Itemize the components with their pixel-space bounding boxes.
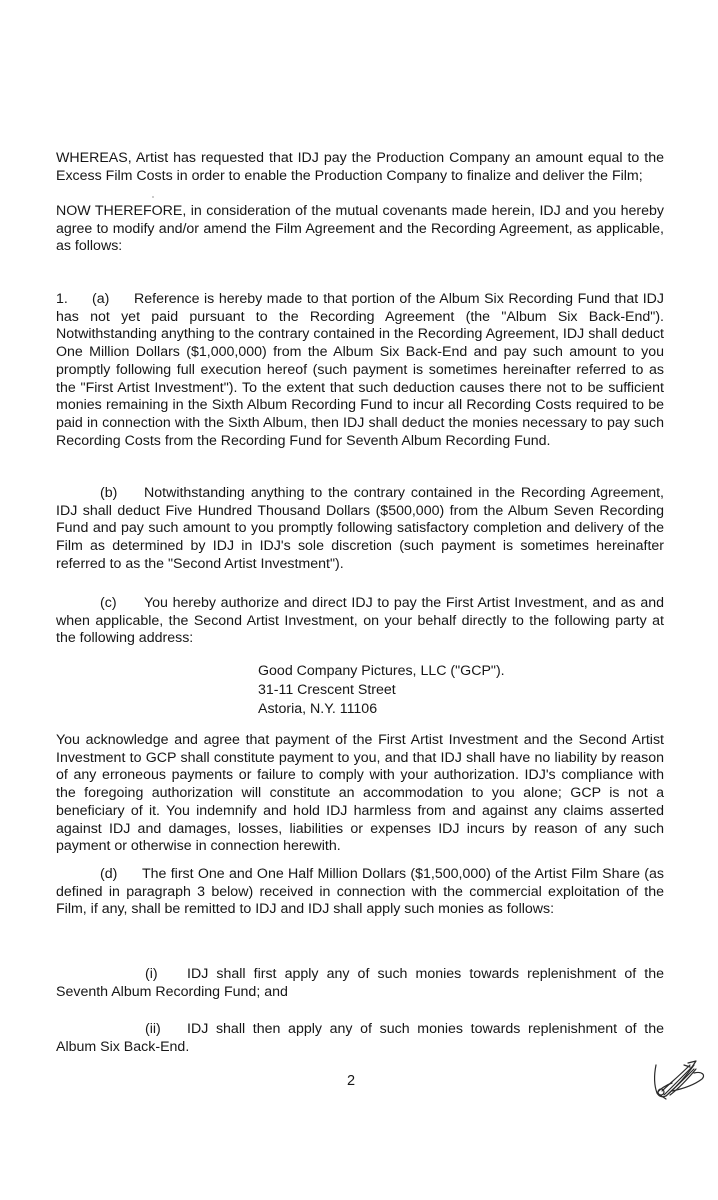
now-therefore-clause bbox=[56, 203, 664, 256]
section-1c bbox=[56, 595, 664, 648]
subsection-d-text: The first One and One Half Million Dollars ($1,500,000) of the Artist Film Share (as defined in paragraph 3 below) received in connection with the commercial exploitation of the Film, if any, shall be remitted to IDJ and IDJ shall apply such monies as follows: bbox=[56, 866, 664, 918]
section-1b bbox=[56, 485, 664, 574]
subsection-c-text: You hereby authorize and direct IDJ to pay the First Artist Investment, and as and when applicable, the Second Artist Investment, on your behalf directly to the following party at the following address: bbox=[56, 595, 664, 647]
section-1d-i bbox=[56, 966, 664, 1001]
item-ii-text: IDJ shall then apply any of such monies towards replenishment of the Album Six Back-End. bbox=[56, 1021, 664, 1055]
section-1d bbox=[56, 866, 664, 919]
scan-speck bbox=[152, 196, 154, 198]
section-1a bbox=[56, 291, 664, 450]
address-line-3: Astoria, N.Y. 11106 bbox=[258, 701, 378, 717]
page-number: 2 bbox=[347, 1073, 356, 1089]
subsection-label-a: (a) bbox=[92, 291, 110, 307]
subsection-label-b: (b) bbox=[100, 485, 118, 501]
subsection-label-c: (c) bbox=[100, 595, 117, 611]
item-label-ii: (ii) bbox=[145, 1021, 161, 1037]
subsection-label-d: (d) bbox=[100, 866, 118, 882]
address-line-2: 31-11 Crescent Street bbox=[258, 682, 396, 698]
subsection-b-text: Notwithstanding anything to the contrary contained in the Recording Agreement, IDJ shall deduct Five Hundred Thousand Dollars ($500,000) from the Album Seven Recording Fund and pay such amount to you promptly following satisfactory completion and delivery of the Film as determined by IDJ in IDJ's sole discretion (such payment is sometimes hereinafter referred to as the "Second Artist Investment"). bbox=[56, 485, 664, 572]
gcp-address-block bbox=[258, 662, 505, 719]
address-line-1: Good Company Pictures, LLC ("GCP"). bbox=[258, 663, 505, 679]
acknowledgement-text: You acknowledge and agree that payment of the First Artist Investment and the Second Artist Investment to GCP shall constitute payment to you, and that IDJ shall have no liability by reason of any erroneous payments or failure to comply with your authorization. IDJ's compliance with the foregoing authorization will constitute an accommodation to you alone; GCP is not a beneficiary of it. You indemnify and hold IDJ harmless from and against any claims asserted against IDJ and damages, losses, liabilities or expenses IDJ incurs by reason of any such payment or otherwise in connection herewith. bbox=[56, 732, 664, 855]
subsection-a-text: Reference is hereby made to that portion of the Album Six Recording Fund that IDJ has not yet paid pursuant to the Recording Agreement (the "Album Six Back-End"). Notwithstanding anything to the contrary contained in the Recording Agreement, IDJ shall deduct One Million Dollars ($1,000,000) from the Album Six Back-End and pay such amount to you promptly following full execution hereof (such payment is sometimes hereinafter referred to as the "First Artist Investment"). To the extent that such deduction causes there not to be sufficient monies remaining in the Sixth Album Recording Fund to incur all Recording Costs required to be paid in connection with the Sixth Album, then IDJ shall deduct the monies necessary to pay such Recording Costs from the Recording Fund for Seventh Album Recording Fund. bbox=[56, 291, 664, 449]
acknowledgement-paragraph bbox=[56, 732, 664, 856]
item-i-text: IDJ shall first apply any of such monies towards replenishment of the Seventh Album Recording Fund; and bbox=[56, 966, 664, 1000]
whereas-clause bbox=[56, 150, 664, 185]
now-therefore-text: NOW THEREFORE, in consideration of the mutual covenants made herein, IDJ and you hereby agree to modify and/or amend the Film Agreement and the Recording Agreement, as applicable, as follows: bbox=[56, 203, 664, 255]
item-label-i: (i) bbox=[145, 966, 158, 982]
section-number: 1. bbox=[56, 291, 68, 307]
whereas-text: WHEREAS, Artist has requested that IDJ pay the Production Company an amount equal to the Excess Film Costs in order to enable the Production Company to finalize and deliver the Film; bbox=[56, 150, 664, 184]
initials-signature-icon bbox=[648, 1055, 708, 1103]
section-1d-ii bbox=[56, 1021, 664, 1056]
